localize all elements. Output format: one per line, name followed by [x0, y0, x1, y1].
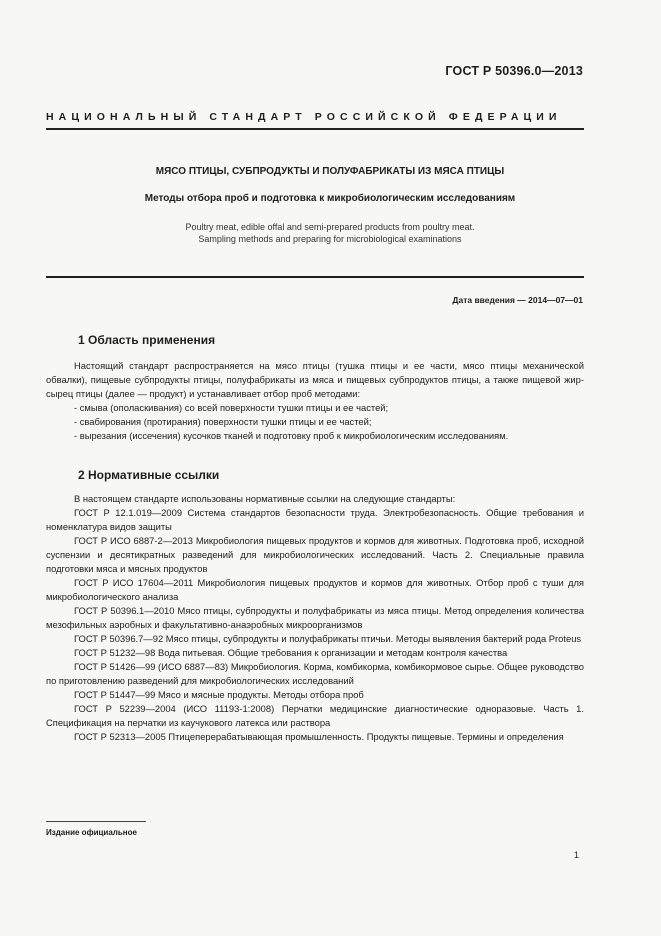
normative-reference: ГОСТ Р ИСО 17604—2011 Микробиология пищевых продуктов и кормов для животных. Отбор проб с туши для микробиологического анализа [46, 577, 584, 602]
normative-reference: ГОСТ Р 51232—98 Вода питьевая. Общие требования к организации и методам контроля качества [74, 647, 508, 658]
normative-reference: ГОСТ Р 52313—2005 Птицеперерабатывающая промышленность. Продукты пищевые. Термины и определения [74, 731, 564, 742]
page-number: 1 [573, 850, 579, 860]
footer-divider [46, 821, 146, 822]
section-1-heading: 1 Область применения [78, 333, 216, 347]
document-code: ГОСТ Р 50396.0—2013 [445, 64, 583, 78]
header-divider [46, 128, 584, 130]
section-1-item: - вырезания (иссечения) кусочков тканей и подготовку проб к микробиологическим исследованиям. [74, 430, 509, 441]
section-1-body [46, 359, 584, 443]
section-2-heading: 2 Нормативные ссылки [78, 468, 220, 482]
normative-reference: ГОСТ Р ИСО 6887-2—2013 Микробиология пищевых продуктов и кормов для животных. Подготовка проб, исходной суспензии и десятикратных разведений для микробиологических исследований. Часть 2. Специальные правила подготовки мяса и мясных продуктов [46, 535, 584, 574]
english-title-line-1: Poultry meat, edible offal and semi-prepared products from poultry meat. [185, 222, 475, 232]
document-title: МЯСО ПТИЦЫ, СУБПРОДУКТЫ И ПОЛУФАБРИКАТЫ ИЗ МЯСА ПТИЦЫ [155, 166, 505, 177]
section-2-body [46, 492, 584, 744]
normative-reference: ГОСТ Р 51447—99 Мясо и мясные продукты. Методы отбора проб [74, 689, 364, 700]
national-standard-banner: НАЦИОНАЛЬНЫЙ СТАНДАРТ РОССИЙСКОЙ ФЕДЕРАЦИИ [46, 111, 562, 123]
title-divider [46, 276, 584, 278]
english-title [46, 221, 614, 245]
document-subtitle: Методы отбора проб и подготовка к микробиологическим исследованиям [144, 193, 516, 204]
section-1-item: - свабирования (протирания) поверхности тушки птицы и ее частей; [74, 416, 372, 427]
normative-reference: ГОСТ Р 12.1.019—2009 Система стандартов безопасности труда. Электробезопасность. Общие требования и номенклатура видов защиты [46, 507, 584, 532]
section-2-intro: В настоящем стандарте использованы нормативные ссылки на следующие стандарты: [74, 493, 456, 504]
english-title-line-2: Sampling methods and preparing for microbiological examinations [198, 234, 462, 244]
introduction-date: Дата введения — 2014—07—01 [452, 295, 583, 305]
normative-reference: ГОСТ Р 51426—99 (ИСО 6887—83) Микробиология. Корма, комбикорма, комбикормовое сырье. Общее руководство по приготовлению разведений для микробиологических исследований [46, 661, 584, 686]
official-edition-label: Издание официальное [46, 828, 137, 837]
section-1-item: - смыва (ополаскивания) со всей поверхности тушки птицы и ее частей; [74, 402, 389, 413]
section-1-paragraph: Настоящий стандарт распространяется на мясо птицы (тушка птицы и ее части, мясо птицы механической обвалки), пищевые субпродукты птицы, полуфабрикаты из мяса и пищевых субпродуктов птицы, а также пищевой жир-сырец птицы (далее — продукт) и устанавливает отбор проб методами: [46, 360, 584, 399]
normative-reference: ГОСТ Р 52239—2004 (ИСО 11193-1:2008) Перчатки медицинские диагностические одноразовые. Часть 1. Спецификация на перчатки из каучукового латекса или раствора [46, 703, 584, 728]
normative-reference: ГОСТ Р 50396.7—92 Мясо птицы, субпродукты и полуфабрикаты птичьи. Методы выявления бактерий рода Proteus [74, 633, 582, 644]
normative-reference: ГОСТ Р 50396.1—2010 Мясо птицы, субпродукты и полуфабрикаты из мяса птицы. Метод определения количества мезофильных аэробных и факультативно-анаэробных микроорганизмов [46, 605, 584, 630]
